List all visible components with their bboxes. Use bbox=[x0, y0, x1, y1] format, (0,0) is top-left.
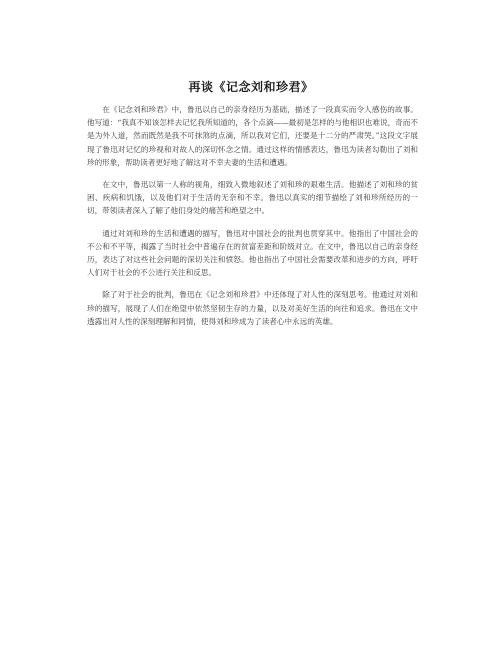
paragraph-3: 通过对刘和珍的生活和遭遇的描写，鲁迅对中国社会的批判也贯穿其中。他指出了中国社会的不公和不平等，揭露了当时社会中普遍存在的贫富差距和阶级对立。在文中，鲁迅以自己的亲身经历，表达了对这些社会问题的深切关注和愤怒。他也指出了中国社会需要改革和进步的方向，呼吁人们对于社会的不公进行关注和反思。 bbox=[87, 228, 418, 278]
document-title: 再谈《记念刘和珍君》 bbox=[188, 80, 314, 94]
paragraph-1: 在《记念刘和珍君》中，鲁迅以自己的亲身经历为基础，描述了一段真实而令人感伤的故事。他写道：“我真不知该怎样去记忆我所知道的，各个点滴——最初是怎样的与他相识也难说，奇而不是为外人道，然而既然是我不可抹煞的点滴，所以我对它们，还要是十二分的严肃哭。”这段文字展现了鲁迅对记忆的珍视和对故人的深切怀念之情。通过这样的情感表达，鲁迅为读者勾勒出了刘和珍的形象，帮助读者更好地了解这对不幸夫妻的生活和遭遇。 bbox=[87, 105, 418, 167]
paragraph-4: 除了对于社会的批判，鲁迅在《记念刘和珍君》中还体现了对人性的深刻思考。他通过对刘和珍的描写，展现了人们在绝望中依然坚韧生存的力量，以及对美好生活的向往和追求。鲁迅在文中透露出对人性的深刻理解和同情，使得刘和珍成为了读者心中永远的英雄。 bbox=[87, 290, 418, 326]
document-body bbox=[87, 103, 418, 337]
paragraph-2: 在文中，鲁迅以第一人称的视角，细致入微地叙述了刘和珍的艰难生活。他描述了刘和珍的贫困、疾病和饥饿，以及他们对于生活的无奈和不幸。鲁迅以真实的细节描绘了刘和珍所经历的一切，带领读者深入了解了他们身处的痛苦和绝望之中。 bbox=[87, 180, 418, 216]
